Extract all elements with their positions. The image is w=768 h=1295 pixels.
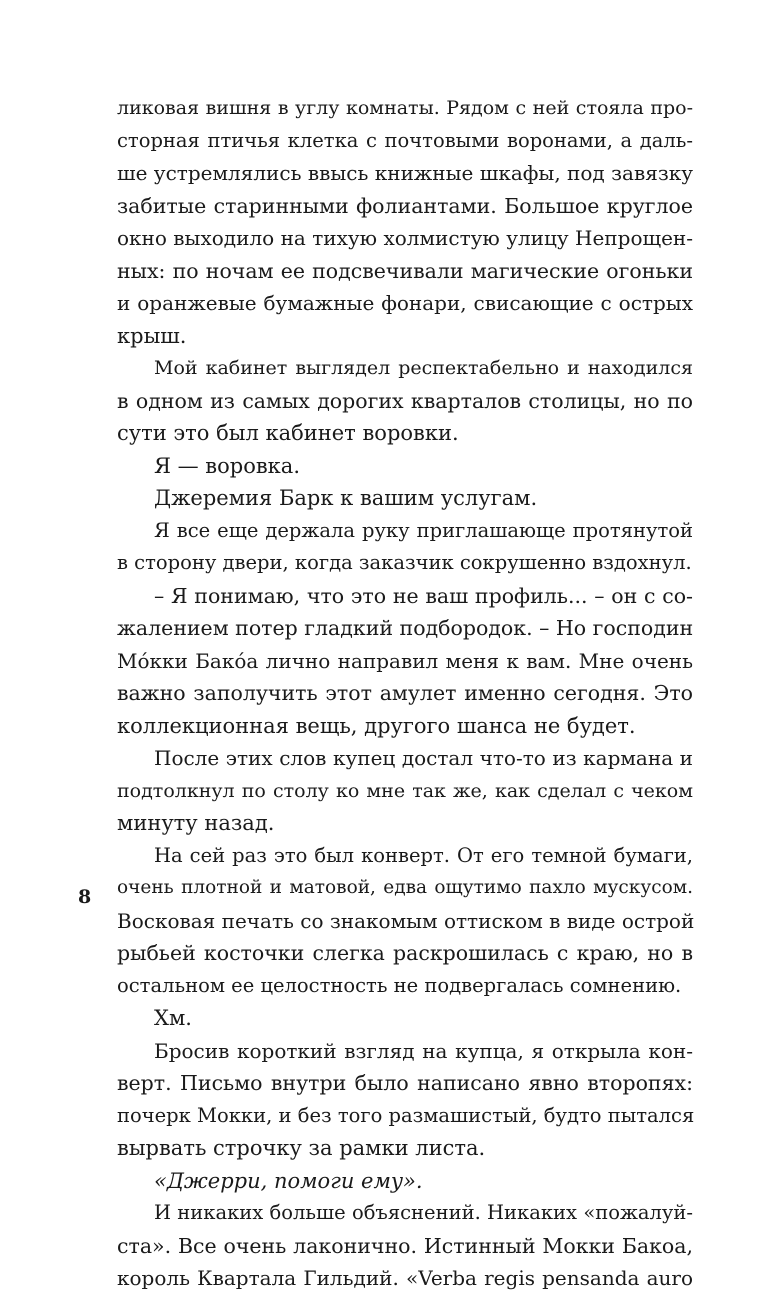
text-line: Бросив короткий взгляд на купца, я открыла кон- [154,1038,693,1063]
text-line: вырвать строчку за рамки листа. [117,1136,486,1160]
page-body-text [117,92,693,1295]
text-line: важно заполучить этот амулет именно сегодня. Это [117,681,693,705]
text-line: остальном ее целостность не подвергалась сомнению. [117,973,682,997]
text-line: Я все еще держала руку приглашающе протянутой [154,518,693,542]
text-line: в одном из самых дорогих кварталов столицы, но по [117,388,693,413]
page-number: 8 [78,886,92,908]
text-line: верт. Письмо внутри было написано явно второпях: [117,1071,693,1095]
text-line: забитые старинными фолиантами. Большое круглое [117,193,693,218]
text-line: ных: по ночам ее подсвечивали магические огоньки [117,258,693,283]
text-line: Джеремия Барк к вашим услугам. [154,486,538,510]
text-line: рыбьей косточки слегка раскрошилась с краю, но в [117,941,693,965]
text-line: ликовая вишня в углу комнаты. Рядом с ней стояла про- [117,97,693,119]
text-line: Я — воровка. [154,453,301,478]
text-line: коллекционная вещь, другого шанса не будет. [117,713,636,738]
text-line: На сей раз это был конверт. От его темной бумаги, [154,843,693,867]
text-line: Восковая печать со знакомым оттиском в виде острой [117,908,695,933]
text-line: После этих слов купец достал что-то из кармана и [154,746,693,770]
text-line: – Я понимаю, что это не ваш профиль... – он с со- [154,583,693,608]
text-line: сторная птичья клетка с почтовыми воронами, а даль- [117,128,693,152]
text-line: минуту назад. [117,811,275,835]
text-line: И никаких больше объяснений. Никаких «пожалуй- [154,1201,693,1224]
text-line: и оранжевые бумажные фонари, свисающие с острых [117,291,693,315]
text-line: очень плотной и матовой, едва ощутимо пахло мускусом. [117,877,693,898]
text-line: сути это был кабинет воровки. [117,421,459,445]
text-line: ста». Все очень лаконично. Истинный Мокки Бакоа, [117,1233,693,1258]
text-line: жалением потер гладкий подбородок. – Но господин [117,616,694,640]
text-line: «Джерри, помоги ему». [154,1168,423,1193]
text-line: король Квартала Гильдий. «Verba regis pensanda auro [117,1266,693,1290]
text-line: Хм. [154,1006,192,1030]
text-line: окно выходило на тихую холмистую улицу Непрощен- [117,226,693,250]
text-line: крыш. [117,323,187,348]
text-line: в сторону двери, когда заказчик сокрушенно вздохнул. [117,551,692,574]
text-line: Мóкки Бакóа лично направил меня к вам. Мне очень [117,648,693,673]
text-line: Мой кабинет выглядел респектабельно и находился [154,357,693,379]
text-line: подтолкнул по столу ко мне так же, как сделал с чеком [117,779,693,802]
text-line: ше устремлялись ввысь книжные шкафы, под завязку [117,161,693,185]
text-line: почерк Мокки, и без того размашистый, будто пытался [117,1103,695,1127]
